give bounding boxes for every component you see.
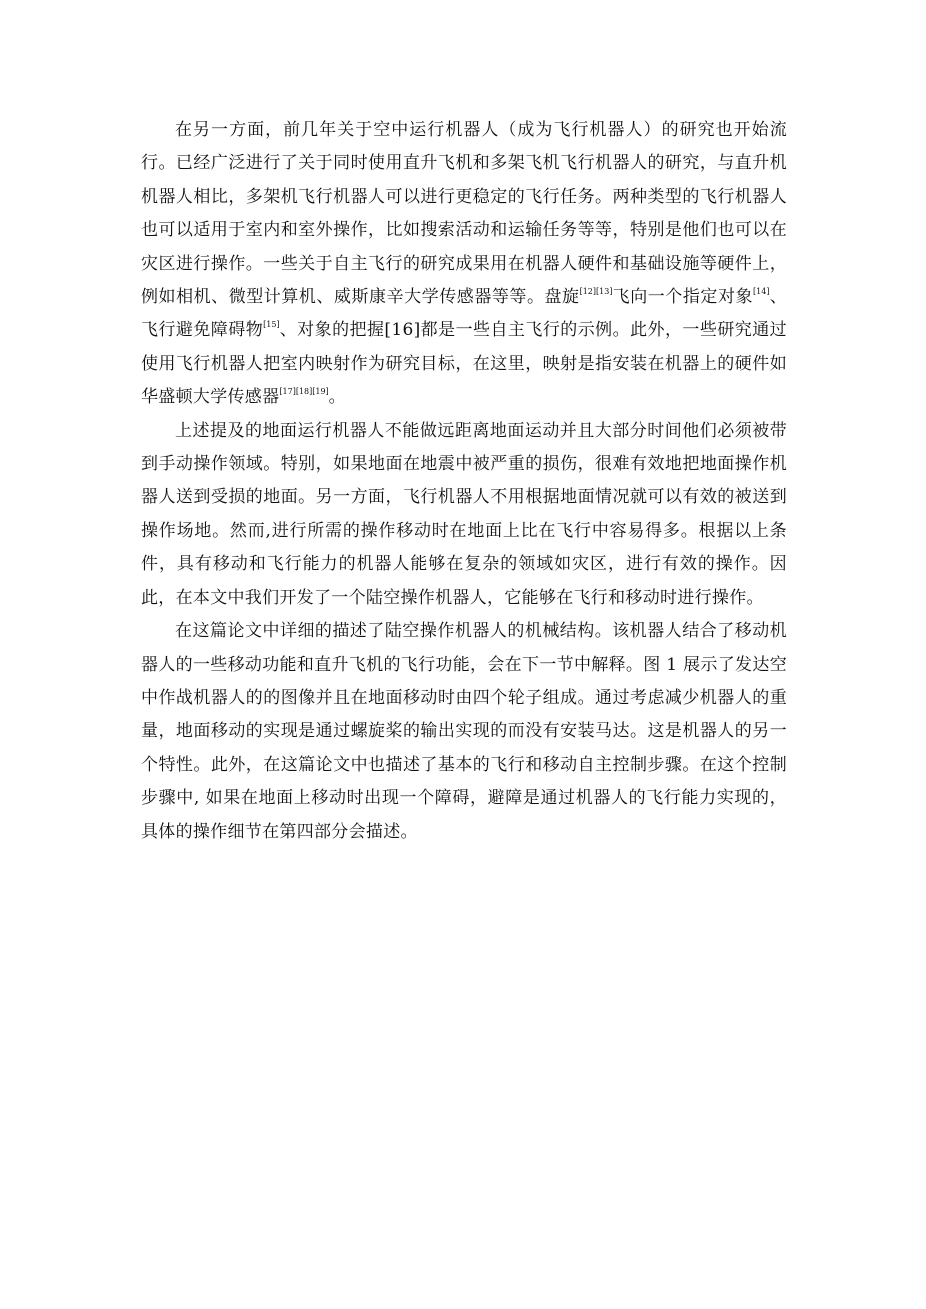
paragraph-paper-overview — [141, 615, 787, 849]
text-run: 飞向一个指定对象 — [612, 287, 754, 308]
body-text — [141, 114, 787, 849]
paragraph-ground-robots — [141, 415, 787, 615]
text-run: 、对象的把握[16]都是一些自主飞行的示例。此外，一些研究通过使用飞行机器人把室内映射作为研究目标，在这里，映射是指安装在机器上的硬件如华盛顿大学传感器 — [141, 320, 787, 408]
text-run: 。 — [328, 387, 346, 408]
text-run: 在这篇论文中详细的描述了陆空操作机器人的机械结构。该机器人结合了移动机器人的一些移动功能和直升飞机的飞行功能，会在下一节中解释。图 1 展示了发达空中作战机器人的的图像并且在地面移动时由四个轮子组成。通过考虑减少机器人的重量，地面移动的实现是通过螺旋桨的输出实现的而没有安装马达。这是机器人的另一个特性。此外，在这篇论文中也描述了基本的飞行和移动自主控制步骤。在这个控制步骤中, 如果在地面上移动时出现一个障碍，避障是通过机器人的飞行能力实现的，具体的操作细节在第四部分会描述。 — [141, 621, 787, 842]
citation-ref: [17][18][19] — [279, 387, 329, 397]
text-run: 、飞行避免障碍物 — [141, 287, 787, 341]
text-run: 在另一方面，前几年关于空中运行机器人（成为飞行机器人）的研究也开始流行。已经广泛进行了关于同时使用直升飞机和多架飞机飞行机器人的研究，与直升机机器人相比，多架机飞行机器人可以进行更稳定的飞行任务。两种类型的飞行机器人也可以适用于室内和室外操作，比如搜索活动和运输任务等等，特别是他们也可以在灾区进行操作。一些关于自主飞行的研究成果用在机器人硬件和基础设施等硬件上，例如相机、微型计算机、威斯康辛大学传感器等等。盘旋 — [141, 120, 787, 308]
citation-ref: [14] — [753, 287, 770, 297]
citation-ref: [15] — [263, 320, 280, 330]
text-run: 上述提及的地面运行机器人不能做远距离地面运动并且大部分时间他们必须被带到手动操作领域。特别，如果地面在地震中被严重的损伤，很难有效地把地面操作机器人送到受损的地面。另一方面，飞行机器人不用根据地面情况就可以有效的被送到操作场地。然而,进行所需的操作移动时在地面上比在飞行中容易得多。根据以上条件，具有移动和飞行能力的机器人能够在复杂的领域如灾区，进行有效的操作。因此，在本文中我们开发了一个陆空操作机器人，它能够在飞行和移动时进行操作。 — [141, 420, 787, 608]
paragraph-flying-robots — [141, 114, 787, 415]
citation-ref: [12][13] — [579, 287, 613, 297]
